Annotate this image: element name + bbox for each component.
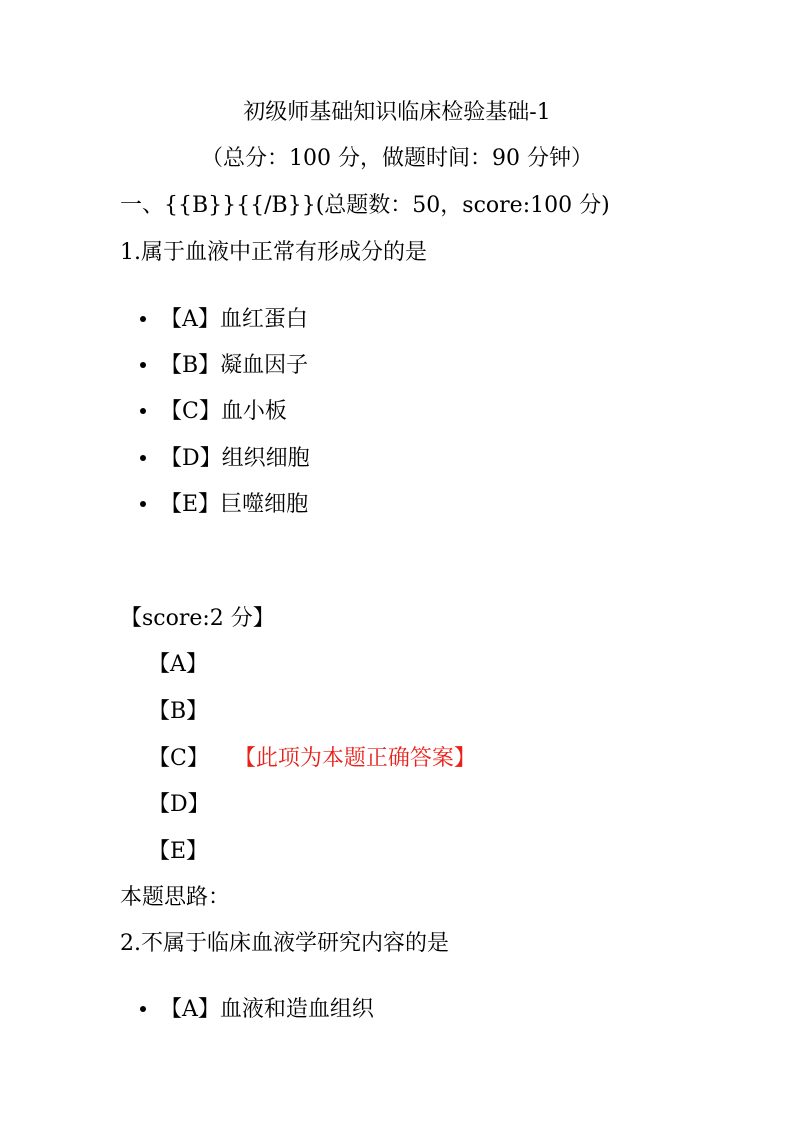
answer-c [148,744,476,774]
option-key: 【D】 [160,446,222,471]
option-text: 组织细胞 [221,446,310,471]
question-1-option-d [140,444,310,474]
option-key: 【C】 [160,399,221,424]
bullet-icon [140,316,146,322]
question-1-stem: 1.属于血液中正常有形成分的是 [120,240,427,265]
option-text: 巨噬细胞 [220,492,309,517]
answer-a: 【A】 [148,652,208,677]
correct-answer-note: 【此项为本题正确答案】 [244,746,476,771]
question-1-score: 【score:2 分】 [120,606,275,631]
option-key: 【E】 [160,492,221,517]
option-text: 凝血因子 [220,353,309,378]
document-subtitle: （总分：100 分，做题时间：90 分钟） [201,146,593,171]
question-1-option-b [140,351,308,381]
bullet-icon [140,362,146,368]
question-1-option-c [140,397,287,427]
bullet-icon [140,1006,146,1012]
bullet-icon [140,455,146,461]
bullet-icon [140,408,146,414]
answer-d: 【D】 [148,792,210,817]
option-text: 血液和造血组织 [219,997,374,1022]
explanation-label: 本题思路： [120,885,231,910]
option-text: 血红蛋白 [219,307,308,332]
section-heading: 一、{{B}}{{/B}}(总题数：50，score:100 分) [120,193,610,218]
answer-key: 【C】 [148,746,209,771]
answer-e: 【E】 [148,839,209,864]
answer-b: 【B】 [148,699,209,724]
option-key: 【B】 [160,353,221,378]
option-key: 【A】 [160,997,220,1022]
question-1-option-a [140,305,308,335]
question-1-option-e [140,490,308,520]
option-text: 血小板 [220,399,287,424]
option-key: 【A】 [160,307,220,332]
question-2-option-a [140,995,374,1025]
bullet-icon [140,501,146,507]
document-title: 初级师基础知识临床检验基础-1 [243,100,551,125]
question-2-stem: 2.不属于临床血液学研究内容的是 [120,931,449,956]
